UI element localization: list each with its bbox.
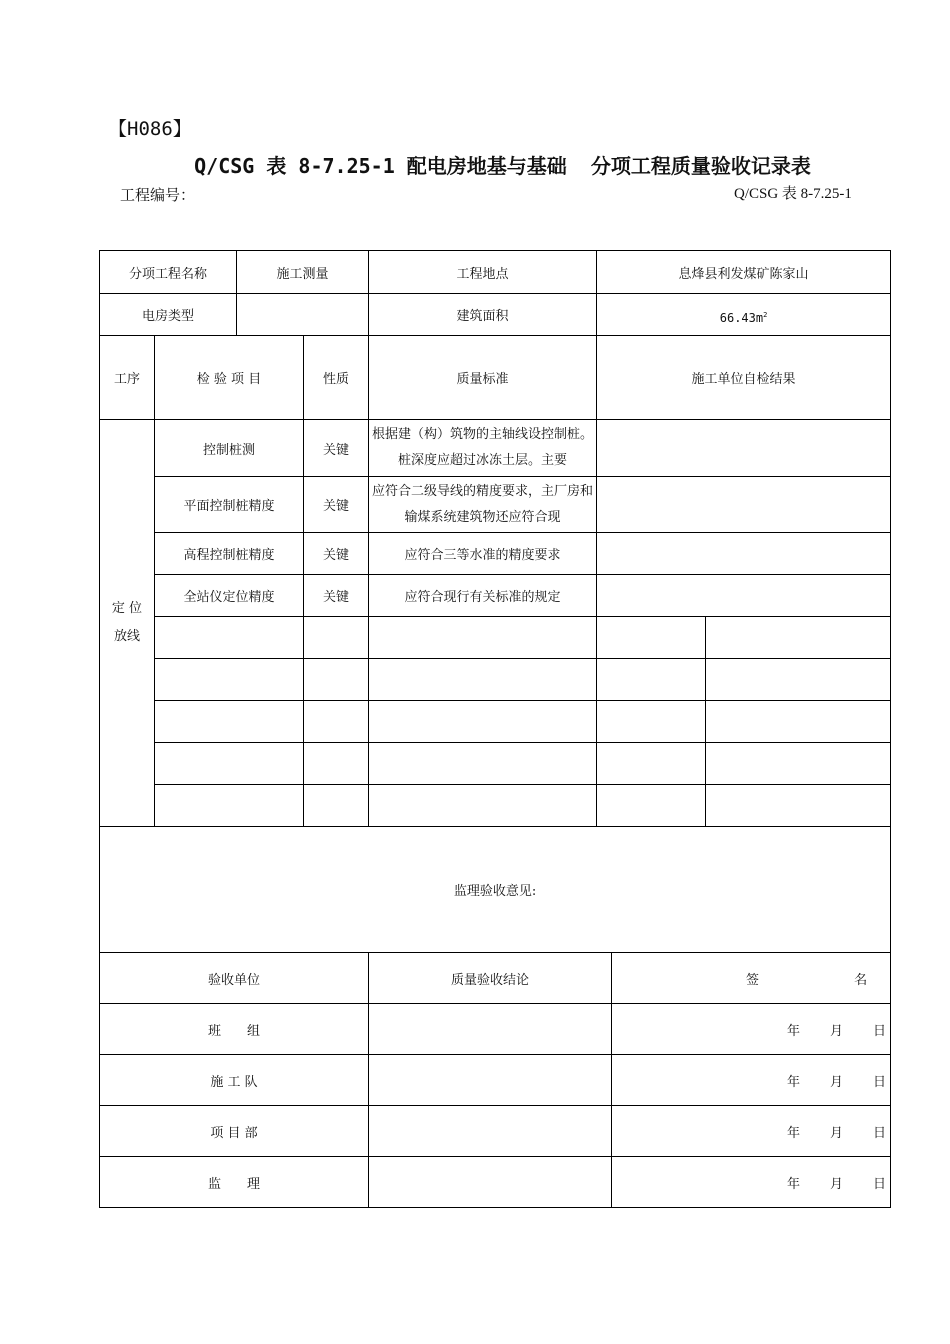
empty-cell[interactable]	[155, 743, 304, 785]
inspection-record-table	[99, 250, 891, 1208]
empty-cell[interactable]	[706, 659, 891, 701]
project-number-label: 工程编号：	[120, 186, 196, 204]
acceptance-row	[100, 1004, 891, 1055]
empty-cell[interactable]	[304, 785, 369, 827]
empty-cell[interactable]	[706, 701, 891, 743]
acceptance-conclusion-header: 质量验收结论	[369, 953, 612, 1004]
acceptance-unit: 施 工 队	[100, 1055, 369, 1106]
acceptance-signature[interactable]	[612, 1004, 891, 1055]
date-month: 月	[830, 1125, 844, 1141]
sub-project-name-label: 分项工程名称	[100, 251, 237, 294]
item-nature: 关键	[304, 477, 369, 533]
supervision-opinion-label: 监理验收意见:	[453, 884, 537, 899]
empty-cell[interactable]	[155, 701, 304, 743]
date-month: 月	[830, 1023, 844, 1039]
date-year: 年	[787, 1176, 801, 1192]
date-month: 月	[830, 1074, 844, 1090]
col-header-standard: 质量标准	[369, 336, 597, 420]
empty-cell[interactable]	[597, 743, 706, 785]
empty-cell[interactable]	[369, 659, 597, 701]
process-name-line-2: 放线	[113, 629, 140, 644]
area-value[interactable]	[597, 294, 891, 336]
col-header-process: 工序	[100, 336, 155, 420]
acceptance-row	[100, 1055, 891, 1106]
location-value[interactable]: 息烽县利发煤矿陈家山	[597, 251, 891, 294]
col-header-item: 检 验 项 目	[155, 336, 304, 420]
item-standard	[369, 477, 597, 533]
date-day: 日	[873, 1125, 887, 1141]
item-name: 平面控制桩精度	[155, 477, 304, 533]
sub-project-name-value[interactable]: 施工测量	[237, 251, 369, 294]
item-nature: 关键	[304, 420, 369, 477]
area-label: 建筑面积	[369, 294, 597, 336]
acceptance-conclusion[interactable]	[369, 1055, 612, 1106]
date-year: 年	[787, 1023, 801, 1039]
date-month: 月	[830, 1176, 844, 1192]
table-row	[100, 533, 891, 575]
location-label: 工程地点	[369, 251, 597, 294]
acceptance-unit: 班 组	[100, 1004, 369, 1055]
area-unit-superscript: 2	[763, 311, 768, 319]
empty-cell[interactable]	[706, 743, 891, 785]
date-day: 日	[873, 1176, 887, 1192]
empty-cell[interactable]	[304, 701, 369, 743]
item-result[interactable]	[597, 533, 891, 575]
item-nature: 关键	[304, 533, 369, 575]
empty-row	[100, 617, 891, 659]
item-name: 控制桩测	[155, 420, 304, 477]
date-year: 年	[787, 1074, 801, 1090]
table-row	[100, 477, 891, 533]
col-header-result: 施工单位自检结果	[597, 336, 891, 420]
empty-cell[interactable]	[369, 617, 597, 659]
room-type-value[interactable]	[237, 294, 369, 336]
empty-cell[interactable]	[304, 743, 369, 785]
table-row	[100, 420, 891, 477]
item-standard-text: 应符合二级导线的精度要求，主厂房和输煤系统建筑物还应符合现	[372, 483, 594, 525]
process-name-line-1: 定 位	[111, 601, 143, 616]
empty-cell[interactable]	[597, 785, 706, 827]
acceptance-signature[interactable]	[612, 1106, 891, 1157]
form-title: Q/CSG 表 8-7.25-1 配电房地基与基础 分项工程质量验收记录表	[194, 154, 811, 178]
empty-row	[100, 743, 891, 785]
acceptance-unit-header: 验收单位	[100, 953, 369, 1004]
item-nature: 关键	[304, 575, 369, 617]
acceptance-unit: 项 目 部	[100, 1106, 369, 1157]
item-result[interactable]	[597, 420, 891, 477]
empty-cell[interactable]	[155, 659, 304, 701]
process-cell	[100, 420, 155, 827]
item-result[interactable]	[597, 575, 891, 617]
area-number: 66.43m	[719, 311, 764, 325]
empty-cell[interactable]	[597, 659, 706, 701]
empty-cell[interactable]	[369, 701, 597, 743]
supervision-opinion-cell[interactable]	[100, 827, 891, 953]
acceptance-signature[interactable]	[612, 1157, 891, 1208]
table-row	[100, 575, 891, 617]
item-name: 全站仪定位精度	[155, 575, 304, 617]
acceptance-row	[100, 1157, 891, 1208]
item-standard: 应符合三等水准的精度要求	[369, 533, 597, 575]
room-type-label: 电房类型	[100, 294, 237, 336]
acceptance-signature[interactable]	[612, 1055, 891, 1106]
acceptance-conclusion[interactable]	[369, 1106, 612, 1157]
empty-cell[interactable]	[706, 785, 891, 827]
table-reference: Q/CSG 表 8-7.25-1	[734, 186, 852, 202]
empty-cell[interactable]	[155, 785, 304, 827]
item-result[interactable]	[597, 477, 891, 533]
empty-cell[interactable]	[369, 743, 597, 785]
item-standard-text: 根据建（构）筑物的主轴线设控制桩。桩深度应超过冰冻土层。主要	[372, 427, 594, 468]
empty-cell[interactable]	[155, 617, 304, 659]
empty-cell[interactable]	[369, 785, 597, 827]
date-day: 日	[873, 1023, 887, 1039]
empty-cell[interactable]	[304, 659, 369, 701]
empty-row	[100, 659, 891, 701]
empty-cell[interactable]	[597, 701, 706, 743]
item-standard	[369, 420, 597, 477]
empty-row	[100, 785, 891, 827]
empty-cell[interactable]	[304, 617, 369, 659]
acceptance-row	[100, 1106, 891, 1157]
acceptance-conclusion[interactable]	[369, 1004, 612, 1055]
form-code: 【H086】	[108, 118, 192, 140]
empty-row	[100, 701, 891, 743]
item-name: 高程控制桩精度	[155, 533, 304, 575]
date-day: 日	[873, 1074, 887, 1090]
signature-label-1: 签	[746, 972, 760, 988]
col-header-nature: 性质	[304, 336, 369, 420]
signature-label-2: 名	[854, 972, 868, 988]
date-year: 年	[787, 1125, 801, 1141]
item-standard: 应符合现行有关标准的规定	[369, 575, 597, 617]
acceptance-unit: 监 理	[100, 1157, 369, 1208]
empty-cell[interactable]	[597, 617, 706, 659]
signature-header	[612, 953, 891, 1004]
acceptance-conclusion[interactable]	[369, 1157, 612, 1208]
empty-cell[interactable]	[706, 617, 891, 659]
